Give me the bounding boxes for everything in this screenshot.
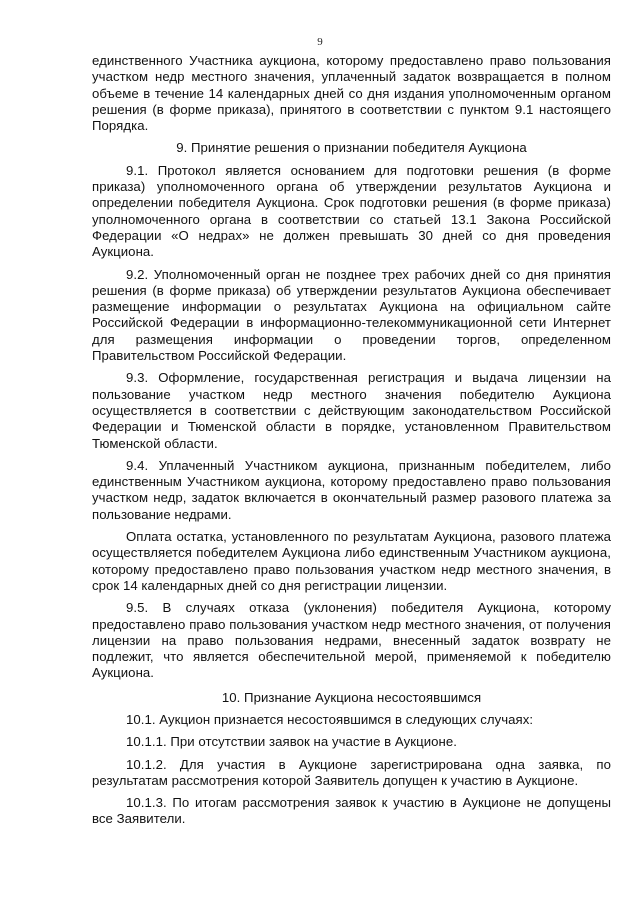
paragraph-10-1-3: 10.1.3. По итогам рассмотрения заявок к участию в Аукционе не допущены все Заявители. bbox=[92, 795, 611, 827]
paragraph-9-4: 9.4. Уплаченный Участником аукциона, признанным победителем, либо единственным Участником аукциона, которому предоставлено право пользования участком недр, задаток включается в окончательный размер разового платежа за пользование недрами. bbox=[92, 457, 611, 522]
paragraph-9-3: 9.3. Оформление, государственная регистрация и выдача лицензии на пользование участком недр местного значения победителю Аукциона осуществляется в соответствии с действующим законодательством Российской Федерации и Тюменской области в порядке, установленном Правительством Тюменской области. bbox=[92, 370, 611, 451]
paragraph-10-1-1: 10.1.1. При отсутствии заявок на участие в Аукционе. bbox=[126, 734, 457, 750]
paragraph-9-4-payment: Оплата остатка, установленного по результатам Аукциона, разового платежа осуществляется победителем Аукциона либо единственным Участником аукциона, которому предоставлено право пользования участком недр местного значения, в срок 14 календарных дней со дня регистрации лицензии. bbox=[92, 529, 611, 593]
paragraph-10-1-2: 10.1.2. Для участия в Аукционе зарегистрирована одна заявка, по результатам рассмотрения которой Заявитель допущен к участию в Аукционе. bbox=[92, 756, 611, 788]
paragraph-9-1: 9.1. Протокол является основанием для подготовки решения (в форме приказа) уполномоченного органа об утверждении результатов Аукциона и определении победителя Аукциона. Срок подготовки решения (в форме приказа) уполномоченного органа в соответствии со статьей 13.1 Закона Российской Федерации «О недрах» не должен превышать 30 дней со дня проведения Аукциона. bbox=[92, 162, 611, 260]
document-body bbox=[92, 53, 611, 828]
paragraph-10-1: 10.1. Аукцион признается несостоявшимся в следующих случаях: bbox=[126, 711, 534, 727]
page-number: 9 bbox=[317, 36, 323, 48]
section-10-heading: 10. Признание Аукциона несостоявшимся bbox=[221, 689, 482, 705]
intro-paragraph: единственного Участника аукциона, которому предоставлено право пользования участком недр местного значения, уплаченный задаток возвращается в полном объеме в течение 14 календарных дней со дня издания уполномоченным органом решения (в форме приказа), принятого в соответствии с пунктом 9.1 настоящего Порядка. bbox=[92, 53, 611, 134]
paragraph-9-5: 9.5. В случаях отказа (уклонения) победителя Аукциона, которому предоставлено право пользования участком недр местного значения, от получения лицензии на право пользования недрами, внесенный задаток возврату не подлежит, что является обеспечительной мерой, применяемой к победителю Аукциона. bbox=[92, 600, 611, 681]
section-9-heading: 9. Принятие решения о признании победителя Аукциона bbox=[176, 140, 527, 156]
paragraph-9-2: 9.2. Уполномоченный орган не позднее трех рабочих дней со дня принятия решения (в форме приказа) об утверждении результатов Аукциона обеспечивает размещение информации о результатах Аукциона на официальном сайте Российской Федерации в информационно-телекоммуникационной сети Интернет для размещения информации о проведении торгов, определенном Правительством Российской Федерации. bbox=[92, 266, 611, 364]
